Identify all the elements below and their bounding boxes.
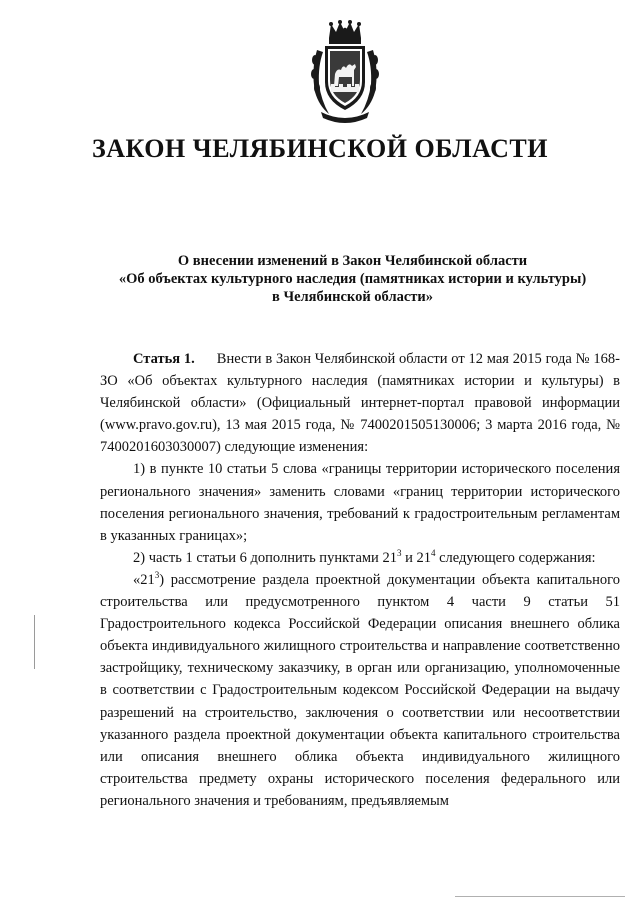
item-2-text: 2) часть 1 статьи 6 дополнить пунктами 21 (133, 549, 397, 566)
item-1-paragraph: 1) в пункте 10 статьи 5 слова «границы территории исторического поселения регионального значения» заменить словами «границ территории исторического поселения регионального значения, требований к градостроительным регламентам в указанных границах»; (100, 461, 620, 544)
item-2-paragraph (100, 547, 620, 569)
subtitle-line-3: в Челябинской области» (272, 289, 433, 305)
law-body (100, 348, 620, 812)
margin-mark (34, 615, 35, 669)
quoted-item-text: «21 (133, 571, 155, 588)
subtitle-line-1: О внесении изменений в Закон Челябинской области (177, 253, 528, 269)
item-2-text: следующего содержания: (435, 549, 596, 566)
superscript: 3 (396, 548, 402, 559)
quoted-item-text: ) рассмотрение раздела проектной документации объекта капитального строительства или предусмотренного пунктом 4 части 9 статьи 51 Градостроительного кодекса Российской Федерации описания внешнего облика объекта индивидуального жилищного строительства и направление соответственно застройщику, техническому заказчику, в орган или организацию, уполномоченные в соответствии с Градостроительным кодексом Российской Федерации на выдачу разрешений на строительство, заключения о соответствии или несоответствии указанного раздела проектной документации объекта капитального строительства или описания внешнего облика объекта индивидуального жилищного строительства предмету охраны исторического поселения федерального или регионального значения и требованиям, предъявляемым (100, 571, 620, 809)
law-subtitle (100, 252, 605, 306)
article-label: Статья 1. (133, 351, 195, 367)
quoted-item-paragraph (100, 569, 620, 812)
subtitle-line-2: «Об объектах культурного наследия (памятниках истории и культуры) (118, 271, 587, 287)
superscript: 4 (430, 548, 436, 559)
page-bottom-line (455, 896, 625, 897)
item-2-text: и 21 (401, 549, 431, 566)
article-intro-text: Внести в Закон Челябинской области от 12 мая 2015 года № 168-ЗО «Об объектах культурного наследия (памятниках истории и культуры) в Челябинской области» (Официальный интернет-портал правовой информации (www.pravo.gov.ru), 13 мая 2015 года, № 7400201505130006; 3 марта 2016 года, № 7400201603030007) следующие изменения: (100, 351, 621, 456)
page-title: ЗАКОН ЧЕЛЯБИНСКОЙ ОБЛАСТИ (92, 134, 548, 163)
coat-of-arms-icon (309, 20, 381, 124)
superscript: 3 (154, 570, 160, 581)
article-1-paragraph (100, 348, 620, 458)
